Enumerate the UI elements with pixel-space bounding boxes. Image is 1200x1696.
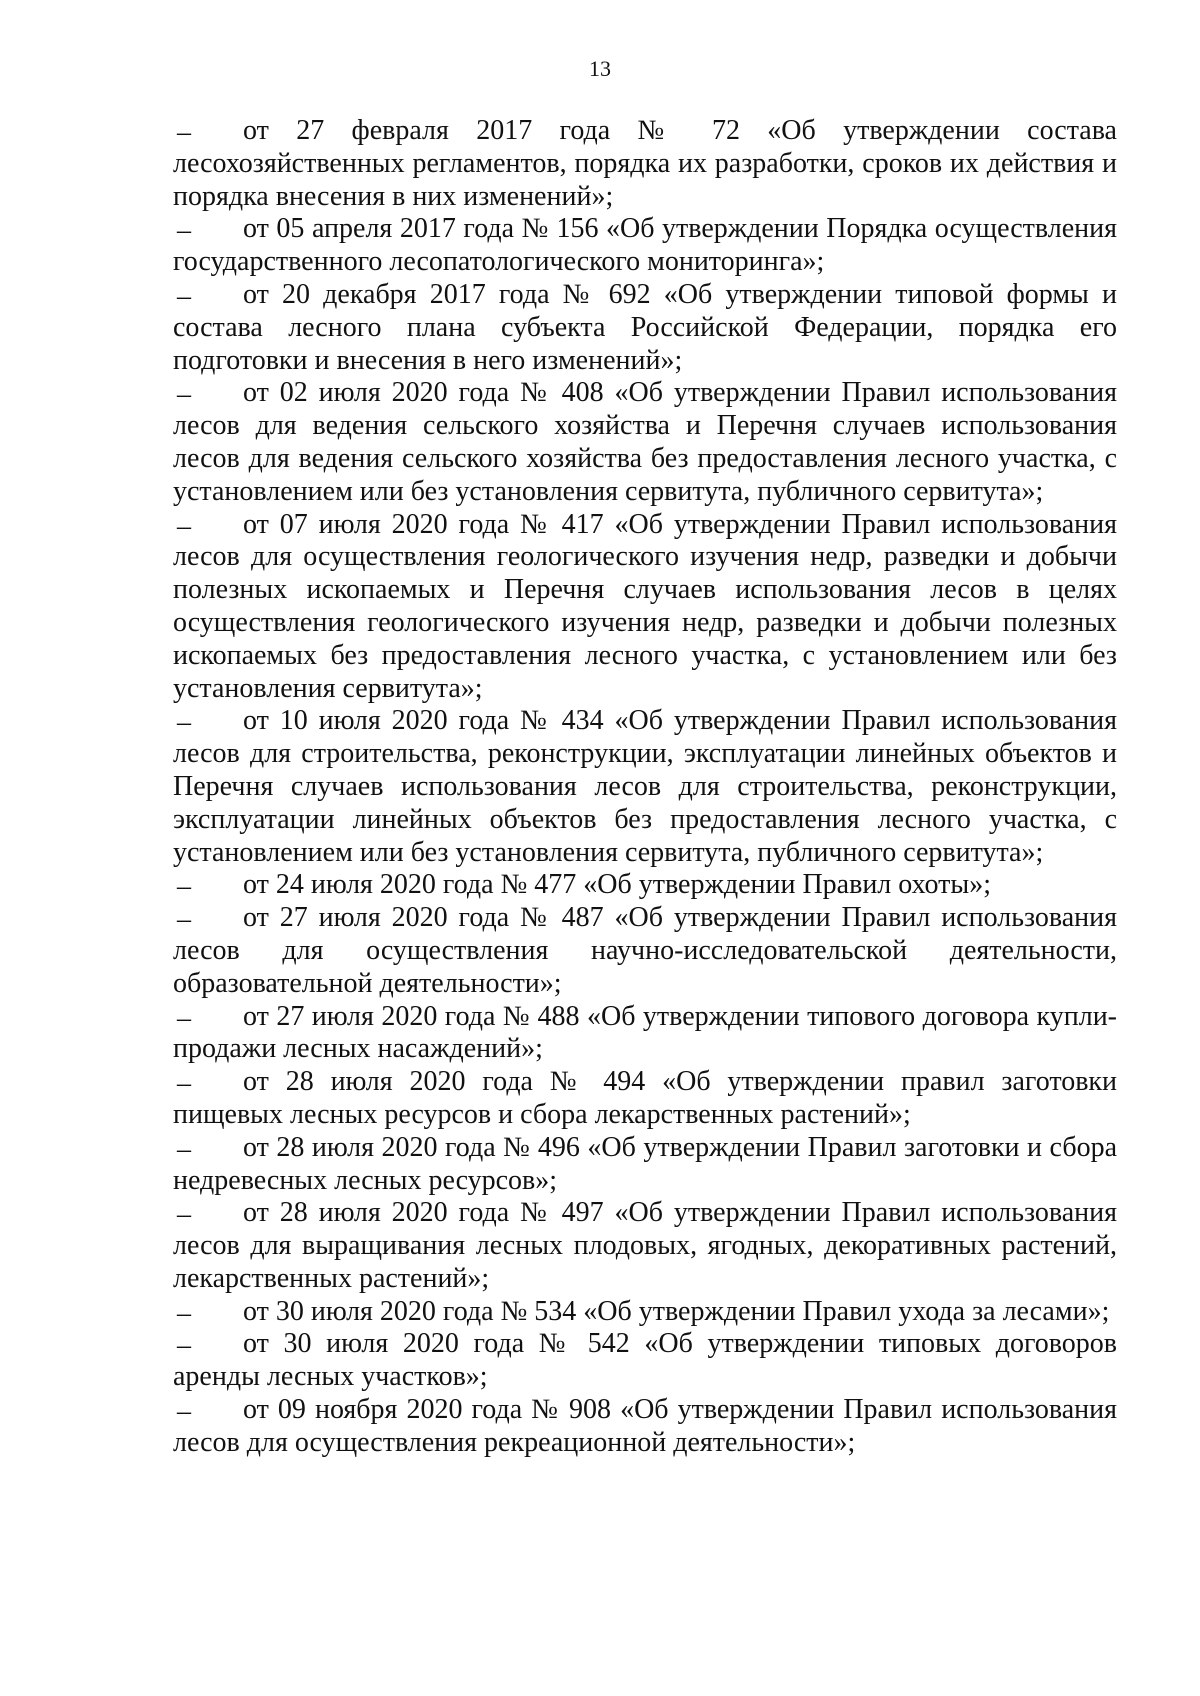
list-item: – от 09 ноября 2020 года № 908 «Об утверждении Правил использования лесов для осуществления рекреационной деятельности»; [173,1394,1117,1458]
list-item-text: от 27 февраля 2017 года № 72 «Об утверждении состава лесохозяйственных регламентов, порядка их разработки, сроков их действия и порядка внесения в них изменений»; [173,115,1117,212]
list-item: – от 27 июля 2020 года № 488 «Об утверждении типового договора купли-продажи лесных насаждений»; [173,1000,1117,1065]
list-item: – от 20 декабря 2017 года № 692 «Об утверждении типовой формы и состава лесного плана субъекта Российской Федерации, порядка его подготовки и внесения в него изменений»; [173,278,1117,376]
list-item-text: от 28 июля 2020 года № 494 «Об утверждении правил заготовки пищевых лесных ресурсов и сбора лекарственных растений»; [173,1066,1117,1130]
list-item: – от 02 июля 2020 года № 408 «Об утверждении Правил использования лесов для ведения сельского хозяйства и Перечня случаев использования лесов для ведения сельского хозяйства без предоставления лесного участка, с установлением или без установления сервитута, публичного сервитута»; [173,377,1117,507]
list-item: – от 30 июля 2020 года № 542 «Об утверждении типовых договоров аренды лесных участков»; [173,1328,1117,1393]
list-item: – от 28 июля 2020 года № 496 «Об утверждении Правил заготовки и сбора недревесных лесных ресурсов»; [173,1131,1117,1196]
list-item: – от 28 июля 2020 года № 497 «Об утверждении Правил использования лесов для выращивания лесных плодовых, ягодных, декоративных растений, лекарственных растений»; [173,1197,1117,1294]
list-item: – от 30 июля 2020 года № 534 «Об утверждении Правил ухода за лесами»; [177,1295,1110,1329]
order-list [173,115,1117,1460]
list-item-text: от 27 июля 2020 года № 487 «Об утверждении Правил использования лесов для осуществления научно-исследовательской деятельности, образовательной деятельности»; [173,902,1117,999]
list-item-text: от 10 июля 2020 года № 434 «Об утверждении Правил использования лесов для строительства, реконструкции, эксплуатации линейных объектов и Перечня случаев использования лесов для строительства, реконструкции, эксплуатации линейных объектов без предоставления лесного участка, с установлением или без установления сервитута, публичного сервитута»; [173,705,1117,868]
list-item: – от 05 апреля 2017 года № 156 «Об утверждении Порядка осуществления государственного лесопатологического мониторинга»; [173,213,1117,278]
page-number: 13 [589,56,611,81]
list-item-text: от 09 ноября 2020 года № 908 «Об утверждении Правил использования лесов для осуществления рекреационной деятельности»; [173,1394,1117,1458]
list-item: – от 10 июля 2020 года № 434 «Об утверждении Правил использования лесов для строительства, реконструкции, эксплуатации линейных объектов и Перечня случаев использования лесов для строительства, реконструкции, эксплуатации линейных объектов без предоставления лесного участка, с установлением или без установления сервитута, публичного сервитута»; [173,705,1117,868]
list-item: – от 27 февраля 2017 года № 72 «Об утверждении состава лесохозяйственных регламентов, порядка их разработки, сроков их действия и порядка внесения в них изменений»; [173,115,1117,212]
list-item: – от 07 июля 2020 года № 417 «Об утверждении Правил использования лесов для осуществления геологического изучения недр, разведки и добычи полезных ископаемых и Перечня случаев использования лесов в целях осуществления геологического изучения недр, разведки и добычи полезных ископаемых без предоставления лесного участка, с установлением или без установления сервитута»; [173,508,1117,704]
list-item-text: от 02 июля 2020 года № 408 «Об утверждении Правил использования лесов для ведения сельского хозяйства и Перечня случаев использования лесов для ведения сельского хозяйства без предоставления лесного участка, с установлением или без установления сервитута, публичного сервитута»; [173,377,1117,507]
list-item-text: от 24 июля 2020 года № 477 «Об утверждении Правил охоты»; [243,869,991,901]
list-item-text: от 20 декабря 2017 года № 692 «Об утверждении типовой формы и состава лесного плана субъекта Российской Федерации, порядка его подготовки и внесения в него изменений»; [173,278,1117,376]
list-item-text: от 30 июля 2020 года № 542 «Об утверждении типовых договоров аренды лесных участков»; [173,1328,1117,1393]
list-item-text: от 28 июля 2020 года № 496 «Об утверждении Правил заготовки и сбора недревесных лесных ресурсов»; [173,1131,1117,1196]
list-item-text: от 30 июля 2020 года № 534 «Об утверждении Правил ухода за лесами»; [243,1295,1110,1327]
list-item-text: от 07 июля 2020 года № 417 «Об утверждении Правил использования лесов для осуществления геологического изучения недр, разведки и добычи полезных ископаемых и Перечня случаев использования лесов в целях осуществления геологического изучения недр, разведки и добычи полезных ископаемых без предоставления лесного участка, с установлением или без установления сервитута»; [173,508,1117,704]
list-item-text: от 05 апреля 2017 года № 156 «Об утверждении Порядка осуществления государственного лесопатологического мониторинга»; [173,213,1117,278]
list-item: – от 28 июля 2020 года № 494 «Об утверждении правил заготовки пищевых лесных ресурсов и сбора лекарственных растений»; [173,1066,1117,1130]
list-item: – от 27 июля 2020 года № 487 «Об утверждении Правил использования лесов для осуществления научно-исследовательской деятельности, образовательной деятельности»; [173,902,1117,999]
list-item-text: от 28 июля 2020 года № 497 «Об утверждении Правил использования лесов для выращивания лесных плодовых, ягодных, декоративных растений, лекарственных растений»; [173,1197,1117,1294]
list-item-text: от 27 июля 2020 года № 488 «Об утверждении типового договора купли-продажи лесных насаждений»; [173,1000,1117,1065]
list-item: – от 24 июля 2020 года № 477 «Об утверждении Правил охоты»; [177,869,991,903]
